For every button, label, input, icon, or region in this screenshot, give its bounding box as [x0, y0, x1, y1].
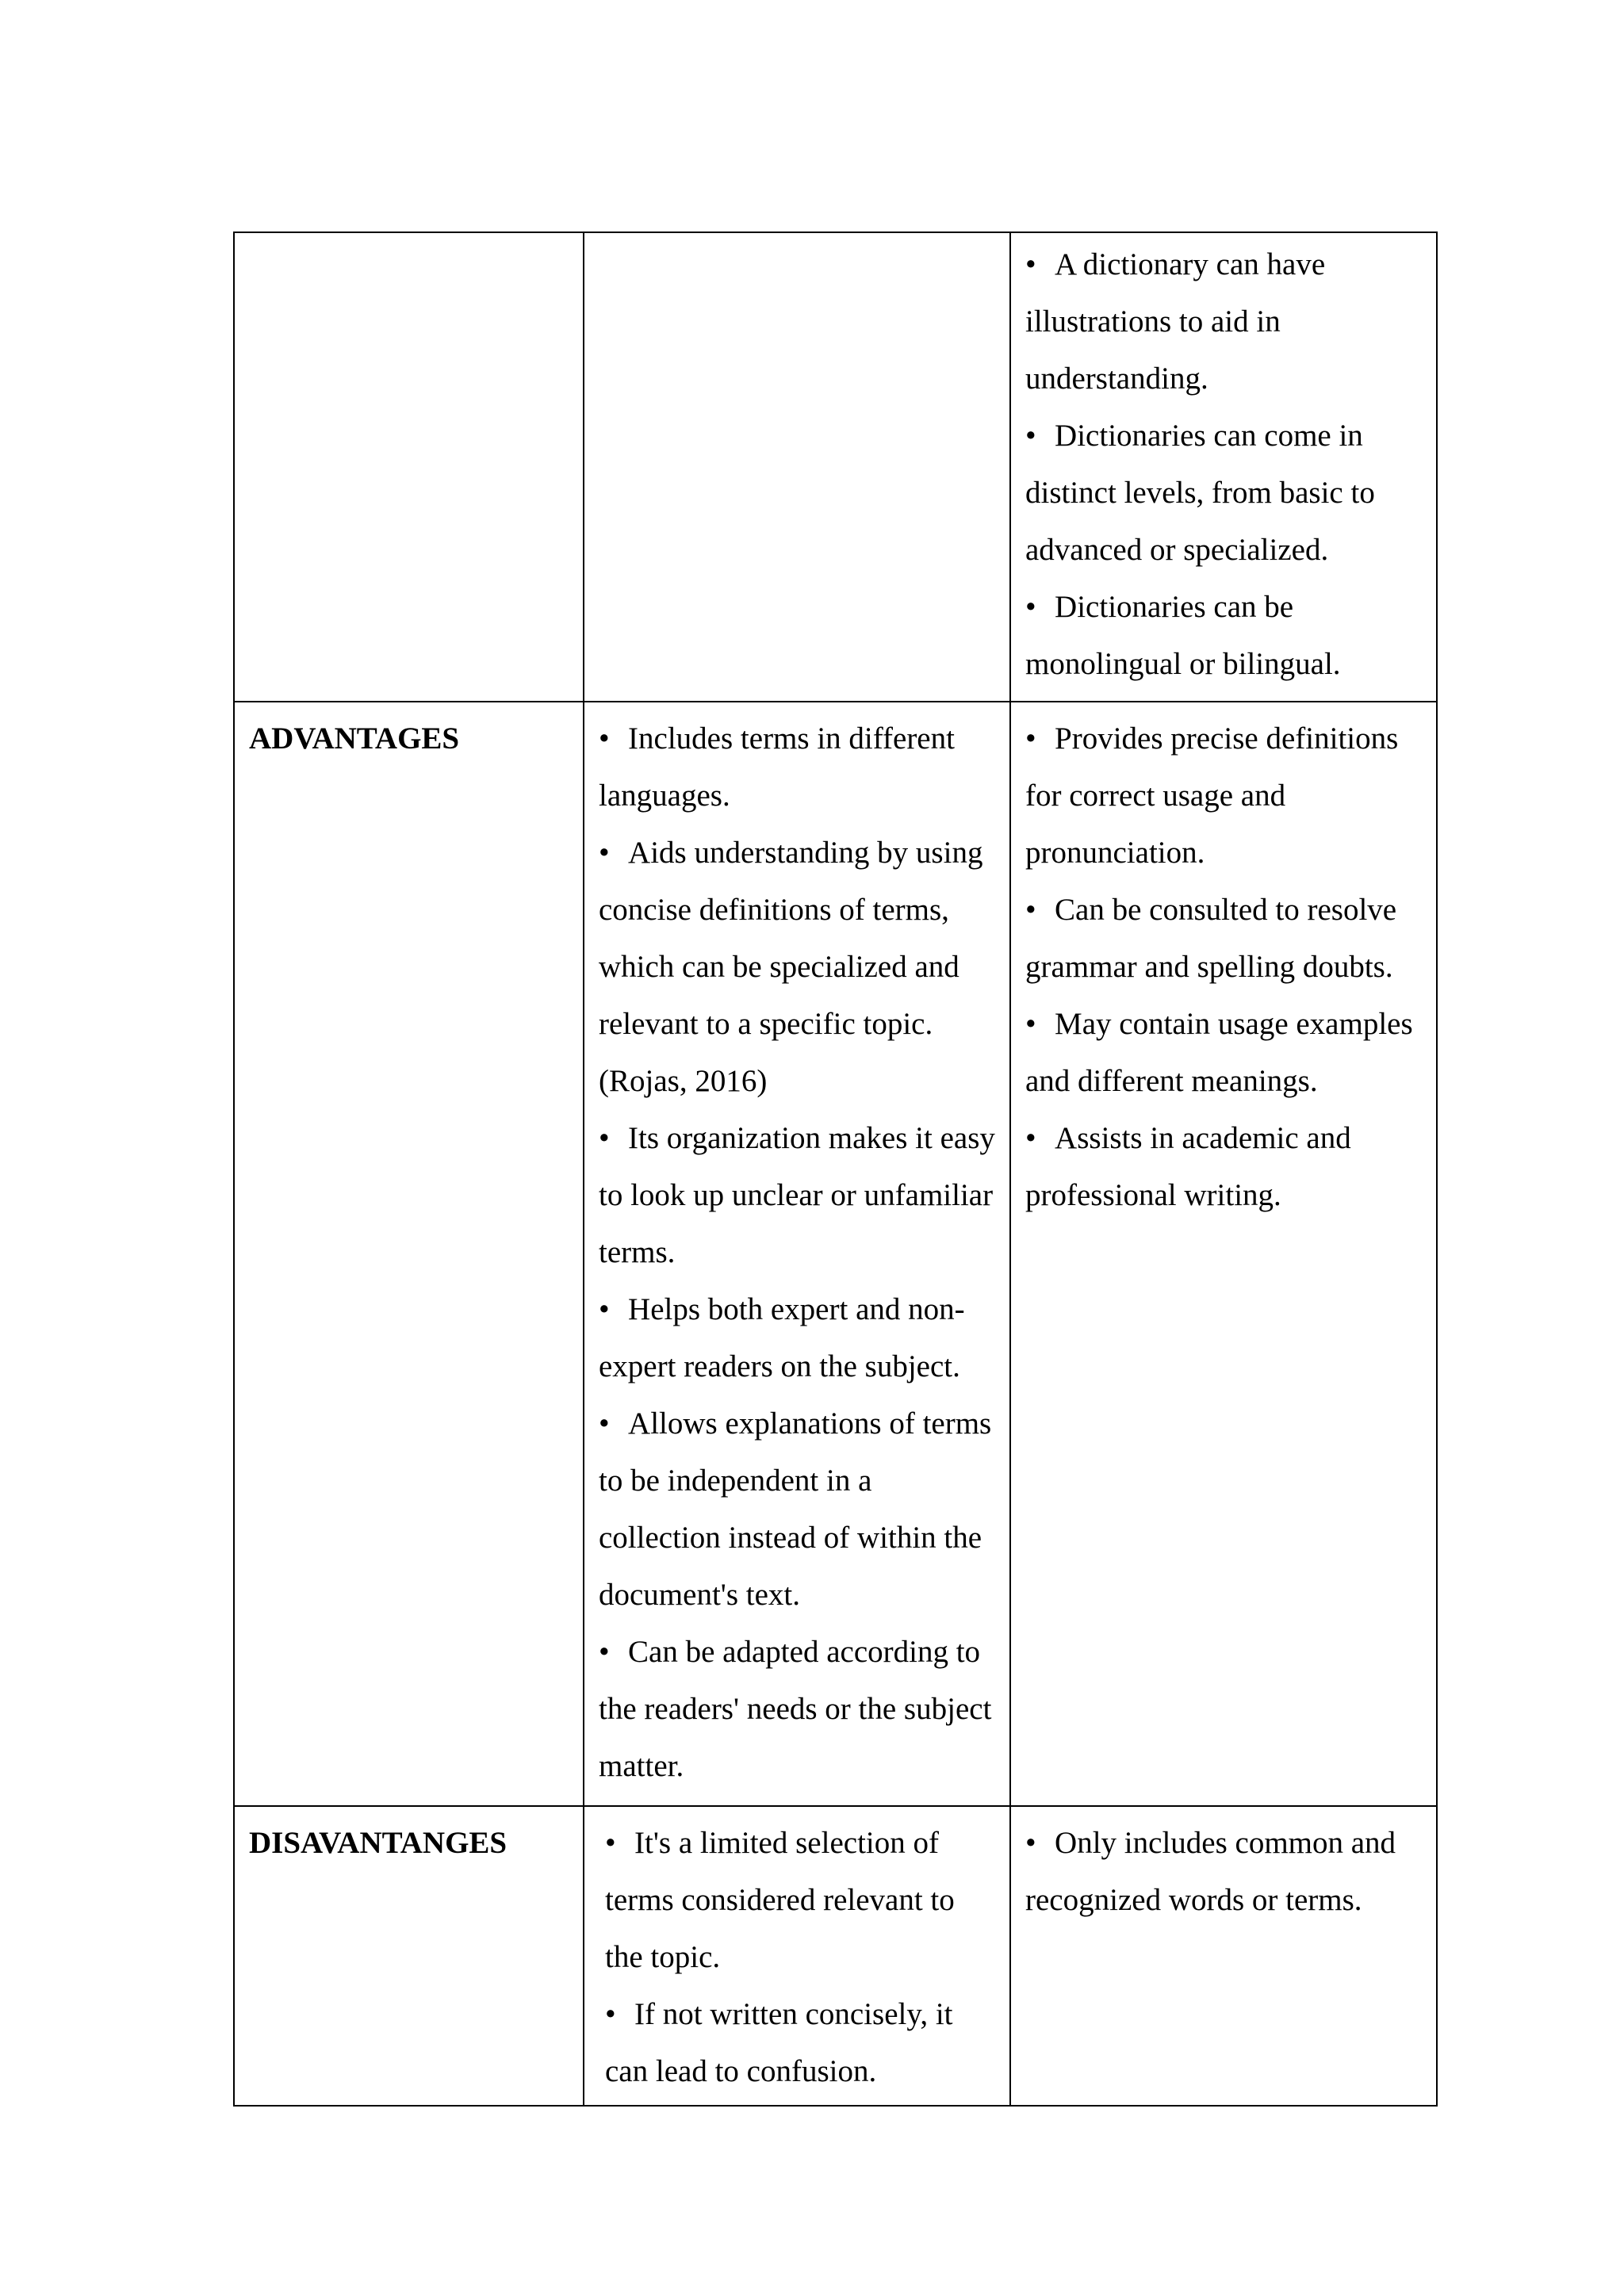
dictionary-cell: [1010, 232, 1437, 702]
dictionary-cell: [1010, 702, 1437, 1806]
bullet-icon: •: [1025, 247, 1036, 281]
list-item: • Assists in academic and professional writing.: [1025, 1110, 1422, 1224]
bullet-icon: •: [1025, 1826, 1036, 1860]
comparison-table: [233, 232, 1438, 2107]
list-item: • Allows explanations of terms to be independent in a collection instead of within the document's text.: [599, 1395, 995, 1624]
list-item: • Dictionaries can come in distinct levels, from basic to advanced or specialized.: [1025, 408, 1422, 579]
table-row-continued: [234, 232, 1437, 702]
list-item: • A dictionary can have illustrations to aid in understanding.: [1025, 236, 1422, 408]
row-label-advantages: ADVANTAGES: [249, 721, 460, 756]
glossary-advantages-list: [599, 710, 995, 1795]
bullet-icon: •: [605, 1997, 616, 2031]
list-item: • Its organization makes it easy to look up unclear or unfamiliar terms.: [599, 1110, 995, 1281]
row-label-cell: [234, 1806, 584, 2106]
table-row-advantages: [234, 702, 1437, 1806]
bullet-icon: •: [1025, 721, 1036, 756]
dictionary-disadvantages-list: [1025, 1815, 1422, 1929]
dictionary-cell: [1010, 1806, 1437, 2106]
bullet-icon: •: [599, 1121, 610, 1155]
list-item: • Provides precise definitions for correct usage and pronunciation.: [1025, 710, 1422, 882]
glossary-disadvantages-list: [599, 1815, 995, 2100]
bullet-icon: •: [1025, 590, 1036, 624]
bullet-icon: •: [1025, 893, 1036, 927]
bullet-icon: •: [599, 1635, 610, 1669]
bullet-icon: •: [599, 836, 610, 870]
glossary-cell: [584, 702, 1010, 1806]
list-item: • Helps both expert and non-expert readers on the subject.: [599, 1281, 995, 1395]
bullet-icon: •: [599, 1406, 610, 1441]
glossary-cell: [584, 232, 1010, 702]
list-item: • Includes terms in different languages.: [599, 710, 995, 825]
row-label-disadvantages: DISAVANTANGES: [249, 1826, 508, 1860]
bullet-icon: •: [1025, 1121, 1036, 1155]
list-item: • Can be consulted to resolve grammar and spelling doubts.: [1025, 882, 1422, 996]
list-item: • Can be adapted according to the readers' needs or the subject matter.: [599, 1624, 995, 1795]
list-item: • May contain usage examples and different meanings.: [1025, 996, 1422, 1110]
bullet-icon: •: [1025, 419, 1036, 453]
row-label-cell: [234, 702, 584, 1806]
list-item: • Aids understanding by using concise definitions of terms, which can be specialized and relevant to a specific topic. (Rojas, 2016): [599, 825, 995, 1110]
bullet-icon: •: [1025, 1007, 1036, 1041]
glossary-cell: [584, 1806, 1010, 2106]
bullet-icon: •: [599, 721, 610, 756]
dictionary-advantages-list: [1025, 710, 1422, 1224]
list-item: • Only includes common and recognized words or terms.: [1025, 1815, 1422, 1929]
list-item: • Dictionaries can be monolingual or bilingual.: [1025, 579, 1422, 693]
bullet-icon: •: [599, 1292, 610, 1326]
bullet-icon: •: [605, 1826, 616, 1860]
table-row-disadvantages: [234, 1806, 1437, 2106]
list-item: • If not written concisely, it can lead to confusion.: [599, 1986, 995, 2100]
list-item: • It's a limited selection of terms considered relevant to the topic.: [599, 1815, 995, 1986]
dictionary-list: [1025, 236, 1422, 693]
row-label-cell: [234, 232, 584, 702]
